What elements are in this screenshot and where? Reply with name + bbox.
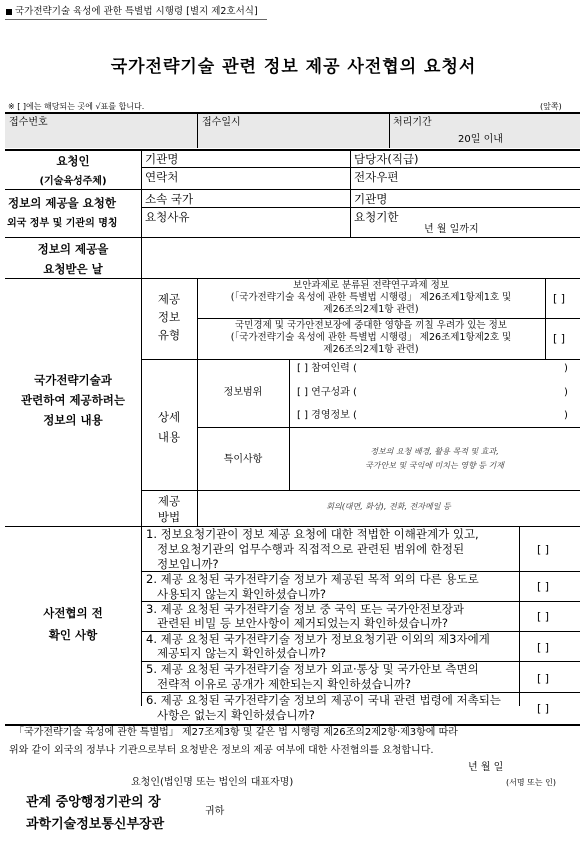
- precheck-item-6-line1: 6. 제공 요청된 국가전략기술 정보의 제공이 국내 관련 법령에 저촉되는: [146, 693, 501, 707]
- rule: [389, 113, 390, 148]
- detail-label-1: 상세: [157, 410, 181, 424]
- foreign-deadline-value: 년 월 일까지: [424, 224, 479, 235]
- statement-date: 년 월 일: [468, 762, 504, 773]
- received-date-label: 정보의 제공을: [37, 242, 109, 256]
- processing-period-label: 처리기간: [393, 117, 432, 128]
- scope-item-management[interactable]: [ ] 경영정보 (: [297, 410, 357, 421]
- precheck-item-2-line1: 2. 제공 요청된 국가전략기술 정보가 제공된 목적 외의 다른 용도로: [146, 572, 479, 586]
- received-date-sublabel: 요청받은 날: [43, 262, 103, 276]
- rule: [5, 724, 580, 726]
- type2-line1: 국민경제 및 국가안전보장에 중대한 영향을 끼칠 우려가 있는 정보: [235, 320, 507, 331]
- precheck-item-2-line2: 사용되지 않는지 확인하셨습니까?: [157, 587, 326, 601]
- scope-label: 정보범위: [223, 387, 263, 398]
- type1-checkbox[interactable]: [ ]: [553, 292, 566, 305]
- type1-line1: 보안과제로 분류된 전략연구과제 정보: [293, 280, 449, 291]
- type1-line2: (「국가전략기술 육성에 관한 특별법 시행령」 제26조제1항제1호 및: [230, 292, 512, 303]
- special-hint-1: 정보의 요청 배경, 활용 목적 및 효과,: [370, 447, 499, 456]
- precheck-5-checkbox[interactable]: [ ]: [537, 672, 550, 685]
- square-bullet-icon: [6, 9, 12, 15]
- precheck-1-checkbox[interactable]: [ ]: [537, 543, 550, 556]
- precheck-4-checkbox[interactable]: [ ]: [537, 641, 550, 654]
- rule: [5, 189, 580, 190]
- foreign-sublabel: 외국 정부 및 기관의 명칭: [7, 218, 118, 229]
- type2-checkbox[interactable]: [ ]: [553, 332, 566, 345]
- type-label-2: 정보: [157, 310, 181, 324]
- type-label-1: 제공: [157, 292, 181, 306]
- paren-close: ): [564, 387, 568, 398]
- checkbox-note: ※ [ ]에는 해당되는 곳에 √표를 합니다.: [8, 102, 145, 111]
- requester-email-label: 전자우편: [354, 170, 399, 184]
- info-label-1: 국가전략기술과: [34, 373, 112, 387]
- page-title: 국가전략기술 관련 정보 제공 사전협의 요청서: [110, 57, 477, 77]
- precheck-item-3-line2: 관련된 비밀 등 보안사항이 제거되었는지 확인하셨습니까?: [157, 616, 448, 630]
- scope-item-participants[interactable]: [ ] 참여인력 (: [297, 363, 357, 374]
- rule: [5, 112, 580, 114]
- precheck-item-1-line1: 1. 정보요청기관이 정보 제공 요청에 대한 적법한 이해관계가 있고,: [146, 527, 479, 541]
- precheck-item-4-line2: 제공되지 않는지 확인하셨습니까?: [157, 646, 326, 660]
- requester-sublabel: (기술육성주체): [39, 176, 107, 187]
- rule: [141, 490, 580, 491]
- type2-line2: (「국가전략기술 육성에 관한 특별법 시행령」 제26조제1항제2호 및: [230, 332, 512, 343]
- requester-org-label: 기관명: [145, 152, 179, 166]
- type-label-3: 유형: [157, 328, 181, 342]
- rule: [141, 207, 580, 208]
- rule: [197, 427, 580, 428]
- statement-line-1: 「국가전략기술 육성에 관한 특별법」 제27조제3항 및 같은 법 시행령 제26조의2제2항·제3항에 따라: [14, 727, 458, 738]
- receipt-number-label: 접수번호: [9, 117, 48, 128]
- rule: [5, 237, 580, 238]
- type1-line3: 제26조의2제1항 관련): [323, 304, 419, 315]
- method-label-2: 방법: [157, 510, 181, 524]
- rule: [519, 527, 520, 706]
- precheck-label-1: 사전협의 전: [43, 606, 103, 620]
- rule: [5, 149, 580, 151]
- header-underline: [5, 19, 267, 20]
- form-header: [6, 6, 258, 17]
- precheck-item-4-line1: 4. 제공 요청된 국가전략기술 정보가 정보요청기관 이외의 제3자에게: [146, 632, 490, 646]
- requester-contact-label: 연락처: [145, 170, 179, 184]
- special-label: 특이사항: [223, 454, 263, 465]
- method-label-1: 제공: [157, 494, 181, 508]
- method-hint: 회의(대면, 화상), 전화, 전자메일 등: [326, 502, 451, 511]
- precheck-6-checkbox[interactable]: [ ]: [537, 702, 550, 715]
- type2-line3: 제26조의2제1항 관련): [323, 344, 419, 355]
- paren-close: ): [564, 363, 568, 374]
- signature-hint: (서명 또는 인): [506, 778, 556, 787]
- requester-signature-label: 요청인(법인명 또는 법인의 대표자명): [131, 777, 294, 788]
- receipt-date-label: 접수일시: [202, 117, 241, 128]
- rule: [141, 359, 580, 360]
- rule: [197, 318, 580, 319]
- recipient-suffix: 귀하: [205, 806, 225, 817]
- special-hint-2: 국가안보 및 국익에 미치는 영향 등 기재: [365, 461, 504, 470]
- rule: [5, 278, 580, 279]
- info-label-3: 정보의 내용: [43, 413, 103, 427]
- recipient-line-1: 관계 중앙행정기관의 장: [26, 795, 161, 810]
- precheck-item-6-line2: 사항은 없는지 확인하셨습니까?: [157, 708, 315, 722]
- precheck-item-5-line2: 전략적 이유로 공개가 제한되는지 확인하셨습니까?: [157, 677, 412, 691]
- paren-close: ): [564, 410, 568, 421]
- rule: [141, 167, 580, 168]
- detail-label-2: 내용: [157, 430, 181, 444]
- recipient-line-2: 과학기술정보통신부장관: [26, 817, 165, 832]
- form-header-text: 국가전략기술 육성에 관한 특별법 시행령 [별지 제2호서식]: [15, 6, 258, 17]
- foreign-reason-label: 요청사유: [145, 210, 190, 224]
- page-side: (앞쪽): [540, 102, 562, 111]
- processing-period-value: 20일 이내: [458, 134, 503, 145]
- scope-item-results[interactable]: [ ] 연구성과 (: [297, 387, 357, 398]
- foreign-deadline-label: 요청기한: [354, 210, 399, 224]
- precheck-3-checkbox[interactable]: [ ]: [537, 610, 550, 623]
- rule: [350, 151, 351, 237]
- info-label-2: 관련하여 제공하려는: [21, 393, 125, 407]
- rule: [141, 151, 142, 706]
- foreign-org-label: 기관명: [354, 192, 388, 206]
- rule: [545, 279, 546, 359]
- precheck-item-1-line3: 정보입니까?: [157, 557, 219, 571]
- precheck-item-5-line1: 5. 제공 요청된 국가전략기술 정보가 외교·통상 및 국가안보 측면의: [146, 662, 479, 676]
- foreign-country-label: 소속 국가: [145, 192, 194, 206]
- precheck-item-1-line2: 정보요청기관의 업무수행과 직접적으로 관련된 범위에 한정된: [157, 542, 465, 556]
- requester-label: 요청인: [56, 154, 90, 168]
- statement-line-2: 위와 같이 외국의 정부나 기관으로부터 요청받은 정보의 제공 여부에 대한 사전협의를 요청합니다.: [9, 745, 434, 756]
- precheck-2-checkbox[interactable]: [ ]: [537, 580, 550, 593]
- precheck-label-2: 확인 사항: [48, 628, 98, 642]
- foreign-label: 정보의 제공을 요청한: [8, 196, 116, 210]
- precheck-item-3-line1: 3. 제공 요청된 국가전략기술 정보 중 국익 또는 국가안전보장과: [146, 602, 464, 616]
- requester-manager-label: 담당자(직급): [354, 152, 419, 166]
- rule: [197, 113, 198, 148]
